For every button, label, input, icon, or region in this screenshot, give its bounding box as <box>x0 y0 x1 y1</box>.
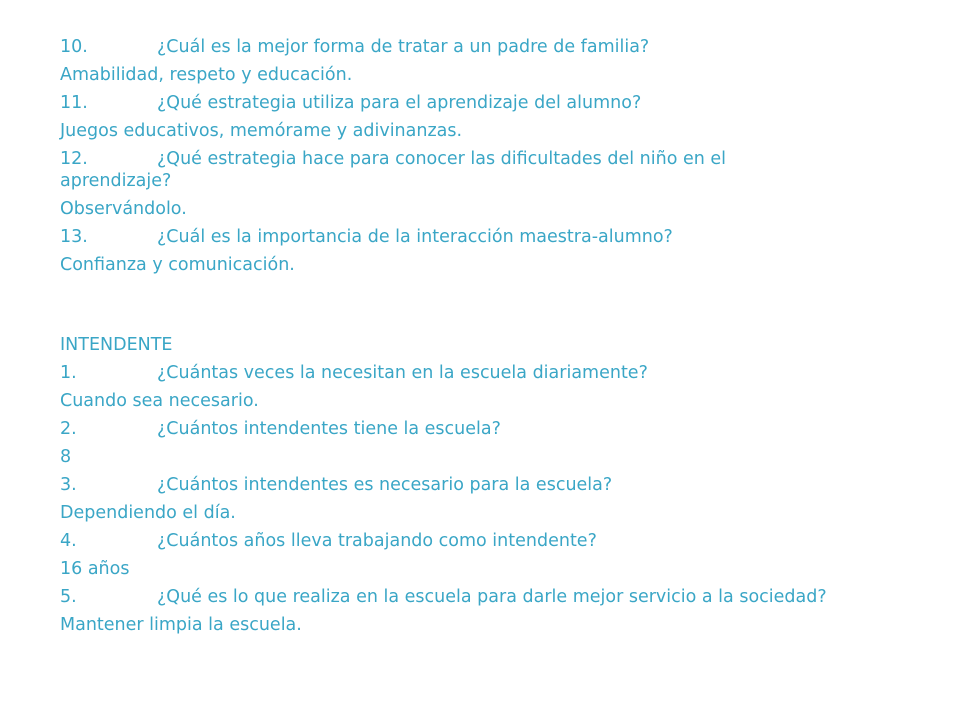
question-text-continued: aprendizaje? <box>60 171 172 191</box>
answer-10: Amabilidad, respeto y educación. <box>60 65 353 85</box>
question-number: 10. <box>60 37 88 57</box>
question-13 <box>60 226 920 248</box>
question-text: ¿Qué estrategia utiliza para el aprendizaje del alumno? <box>157 93 642 113</box>
intendente-question-2 <box>60 418 920 440</box>
question-number: 12. <box>60 149 88 169</box>
intendente-answer-2: 8 <box>60 447 72 467</box>
question-text: ¿Cuál es la mejor forma de tratar a un padre de familia? <box>157 37 650 57</box>
question-number: 1. <box>60 363 77 383</box>
question-10 <box>60 36 920 58</box>
intendente-answer-1: Cuando sea necesario. <box>60 391 259 411</box>
question-text: ¿Cuál es la importancia de la interacción maestra-alumno? <box>157 227 673 247</box>
slide-content <box>60 36 920 642</box>
answer-11: Juegos educativos, memórame y adivinanzas. <box>60 121 463 141</box>
intendente-question-3 <box>60 474 920 496</box>
intendente-question-5 <box>60 586 920 608</box>
section-title-intendente: INTENDENTE <box>60 335 173 355</box>
answer-12: Observándolo. <box>60 199 187 219</box>
question-number: 13. <box>60 227 88 247</box>
answer-13: Confianza y comunicación. <box>60 255 295 275</box>
question-text: ¿Cuántos intendentes es necesario para la escuela? <box>157 475 613 495</box>
question-text: ¿Qué es lo que realiza en la escuela para darle mejor servicio a la sociedad? <box>157 587 827 607</box>
question-number: 3. <box>60 475 77 495</box>
question-text: ¿Cuántos intendentes tiene la escuela? <box>157 419 501 439</box>
intendente-question-4 <box>60 530 920 552</box>
question-text: ¿Cuántos años lleva trabajando como intendente? <box>157 531 597 551</box>
spacer <box>60 282 920 334</box>
intendente-question-1 <box>60 362 920 384</box>
question-text: ¿Qué estrategia hace para conocer las dificultades del niño en el <box>157 149 727 169</box>
question-number: 5. <box>60 587 77 607</box>
question-number: 11. <box>60 93 88 113</box>
intendente-answer-4: 16 años <box>60 559 130 579</box>
question-11 <box>60 92 920 114</box>
question-number: 4. <box>60 531 77 551</box>
question-text: ¿Cuántas veces la necesitan en la escuela diariamente? <box>157 363 648 383</box>
question-12 <box>60 148 920 192</box>
intendente-answer-3: Dependiendo el día. <box>60 503 236 523</box>
question-number: 2. <box>60 419 77 439</box>
intendente-answer-5: Mantener limpia la escuela. <box>60 615 302 635</box>
